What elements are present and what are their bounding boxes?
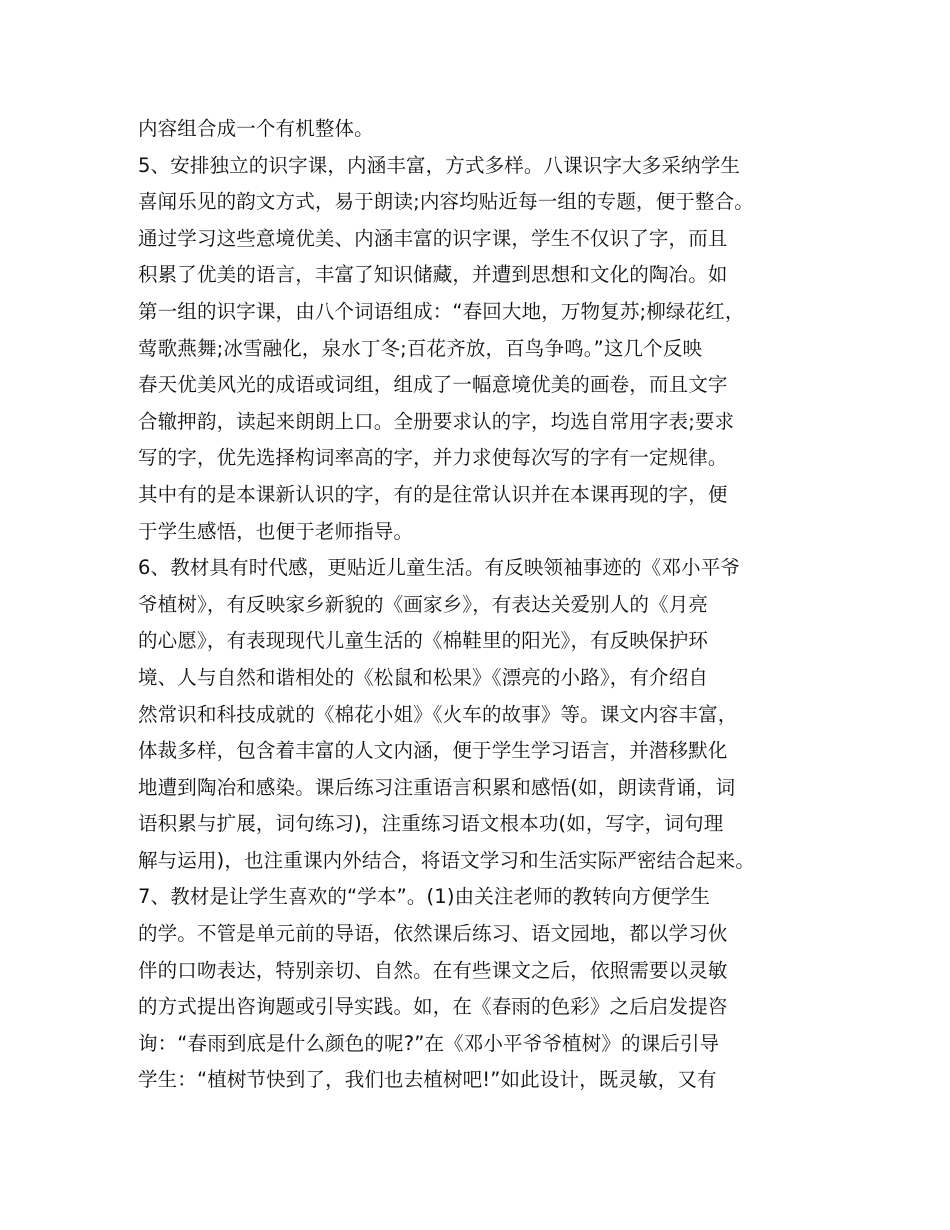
text-line: 积累了优美的语言，丰富了知识储藏，并遭到思想和文化的陶冶。如: [138, 263, 728, 287]
text-line: 于学生感悟，也便于老师指导。: [138, 519, 414, 543]
text-line: 地遭到陶冶和感染。课后练习注重语言积累和感悟(如，朗读背诵，词: [138, 775, 736, 799]
text-line: 通过学习这些意境优美、内涵丰富的识字课，学生不仅识了字，而且: [138, 226, 728, 250]
text-line: 喜闻乐见的韵文方式，易于朗读;内容均贴近每一组的专题，便于整合。: [138, 190, 754, 214]
body-text: [138, 111, 838, 1099]
text-line: 其中有的是本课新认识的字，有的是往常认识并在本课再现的字，便: [138, 482, 728, 506]
text-line: 爷植树》，有反映家乡新貌的《画家乡》，有表达关爱别人的《月亮: [138, 592, 709, 616]
text-line: 的学。不管是单元前的导语，依然课后练习、语文园地，都以学习伙: [138, 922, 728, 946]
text-line: 的方式提出咨询题或引导实践。如，在《春雨的色彩》之后启发提咨: [138, 995, 728, 1019]
text-line: 5、安排独立的识字课，内涵丰富，方式多样。八课识字大多采纳学生: [138, 153, 741, 177]
text-line: 伴的口吻表达，特别亲切、自然。在有些课文之后，依照需要以灵敏: [138, 958, 728, 982]
text-line: 体裁多样，包含着丰富的人文内涵，便于学生学习语言，并潜移默化: [138, 739, 728, 763]
text-line: 询：“春雨到底是什么颜色的呢?”在《邓小平爷爷植树》的课后引导: [138, 1031, 720, 1055]
text-line: 然常识和科技成就的《棉花小姐》《火车的故事》等。课文内容丰富，: [138, 702, 738, 726]
text-line: 合辙押韵，读起来朗朗上口。全册要求认的字，均选自常用字表;要求: [138, 409, 735, 433]
text-line: 春天优美风光的成语或词组，组成了一幅意境优美的画卷，而且文字: [138, 373, 728, 397]
text-line: 7、教材是让学生喜欢的“学本”。(1)由关注老师的教转向方便学生: [138, 885, 711, 909]
text-line: 解与运用)，也注重课内外结合，将语文学习和生活实际严密结合起来。: [138, 848, 755, 872]
text-line: 第一组的识字课，由八个词语组成：“春回大地，万物复苏;柳绿花红，: [138, 299, 745, 323]
text-line: 学生：“植树节快到了，我们也去植树吧!”如此设计，既灵敏，又有: [138, 1068, 717, 1092]
text-line: 境、人与自然和谐相处的《松鼠和松果》《漂亮的小路》，有介绍自: [138, 665, 709, 689]
text-line: 写的字，优先选择构词率高的字，并力求使每次写的字有一定规律。: [138, 446, 728, 470]
text-line: 6、教材具有时代感，更贴近儿童生活。有反映领袖事迹的《邓小平爷: [138, 556, 741, 580]
text-line: 内容组合成一个有机整体。: [138, 117, 374, 140]
text-line: 的心愿》，有表现现代儿童生活的《棉鞋里的阳光》，有反映保护环: [138, 629, 709, 653]
text-line: 莺歌燕舞;冰雪融化，泉水丁冬;百花齐放，百鸟争鸣。”这几个反映: [138, 336, 703, 360]
text-line: 语积累与扩展，词句练习)，注重练习语文根本功(如，写字，词句理: [138, 812, 724, 836]
